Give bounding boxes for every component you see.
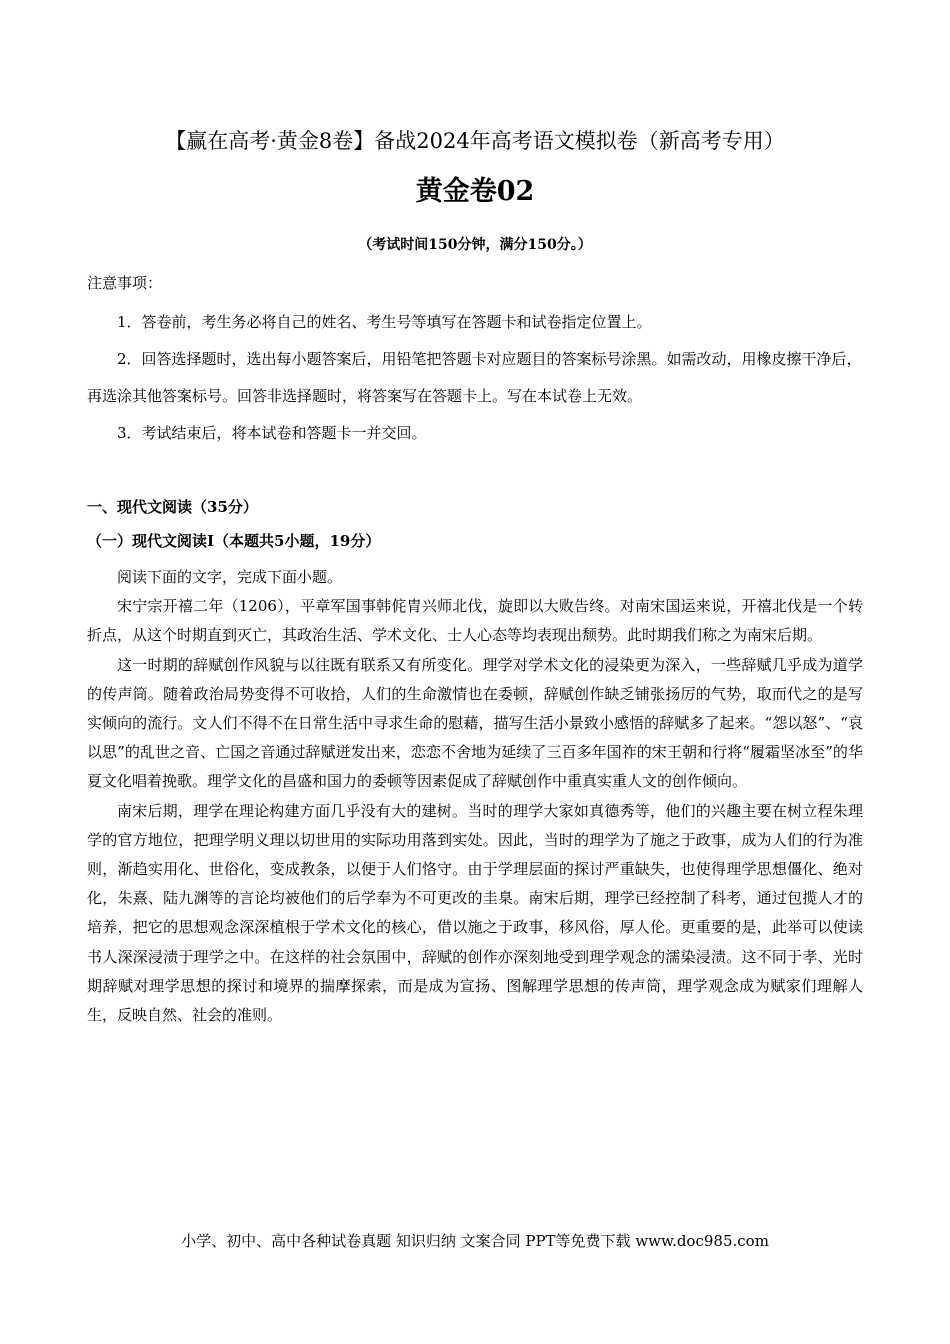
- section-heading: 一、现代文阅读（35分）: [87, 498, 258, 516]
- notice-item: 2．回答选择题时，选出每小题答案后，用铅笔把答题卡对应题目的答案标号涂黑。如需改动，用橡皮擦干净后，再选涂其他答案标号。回答非选择题时，将答案写在答题卡上。写在本试卷上无效。: [87, 350, 862, 405]
- page-footer: 小学、初中、高中各种试卷真题 知识归纳 文案合同 PPT等免费下载 www.doc985.com: [181, 1232, 769, 1250]
- notice-list: [87, 304, 863, 452]
- notice-item: 1．答卷前，考生务必将自己的姓名、考生号等填写在答题卡和试卷指定位置上。: [117, 313, 652, 331]
- notice-item: 3．考试结束后，将本试卷和答题卡一并交回。: [117, 424, 427, 442]
- passage-paragraph: 南宋后期，理学在理论构建方面几乎没有大的建树。当时的理学大家如真德秀等，他们的兴趣主要在树立程朱理学的官方地位，把理学明义理以切世用的实际功用落到实处。因此，当时的理学为了施之于政事，成为人们的行为准则，渐趋实用化、世俗化，变成教条，以便于人们恪守。由于学理层面的探讨严重缺失，也使得理学思想僵化、绝对化，朱熹、陆九渊等的言论均被他们的后学奉为不可更改的圭臬。南宋后期，理学已经控制了科考，通过包揽人才的培养，把它的思想观念深深植根于学术文化的核心，借以施之于政事，移风俗，厚人伦。更重要的是，此举可以使读书人深深浸渍于理学之中。在这样的社会氛围中，辞赋的创作亦深刻地受到理学观念的濡染浸渍。这不同于孝、光时期辞赋对理学思想的探讨和境界的揣摩探索，而是成为宣扬、图解理学思想的传声筒，理学观念成为赋家们理解人生，反映自然、社会的准则。: [87, 801, 863, 1025]
- exam-time-note: （考试时间150分钟，满分150分。）: [358, 237, 592, 253]
- reading-passage: [87, 563, 863, 1030]
- notice-heading: 注意事项：: [87, 274, 163, 292]
- subsection-heading: （一）现代文阅读Ⅰ（本题共5小题，19分）: [87, 532, 381, 550]
- passage-paragraph: 这一时期的辞赋创作风貌与以往既有联系又有所变化。理学对学术文化的浸染更为深入，一些辞赋几乎成为道学的传声筒。随着政治局势变得不可收拾，人们的生命激情也在委顿，辞赋创作缺乏铺张扬厉的气势，取而代之的是写实倾向的流行。文人们不得不在日常生活中寻求生命的慰藉，描写生活小景致小感悟的辞赋多了起来。“怨以怒”、“哀以思”的乱世之音、亡国之音通过辞赋迸发出来，恋恋不舍地为延续了三百多年国祚的宋王朝和行将“履霜坚冰至”的华夏文化唱着挽歌。理学文化的昌盛和国力的委顿等因素促成了辞赋创作中重真实重人文的创作倾向。: [87, 655, 863, 791]
- exam-subtitle: 黄金卷02: [415, 176, 535, 207]
- exam-title: 【赢在高考·黄金8卷】备战2024年高考语文模拟卷（新高考专用）: [165, 129, 785, 153]
- passage-paragraph: 宋宁宗开禧二年（1206），平章军国事韩侂胄兴师北伐，旋即以大败告终。对南宋国运来说，开禧北伐是一个转折点，从这个时期直到灭亡，其政治生活、学术文化、士人心态等均表现出颓势。此时期我们称之为南宋后期。: [87, 597, 863, 645]
- passage-paragraph: 阅读下面的文字，完成下面小题。: [117, 568, 343, 586]
